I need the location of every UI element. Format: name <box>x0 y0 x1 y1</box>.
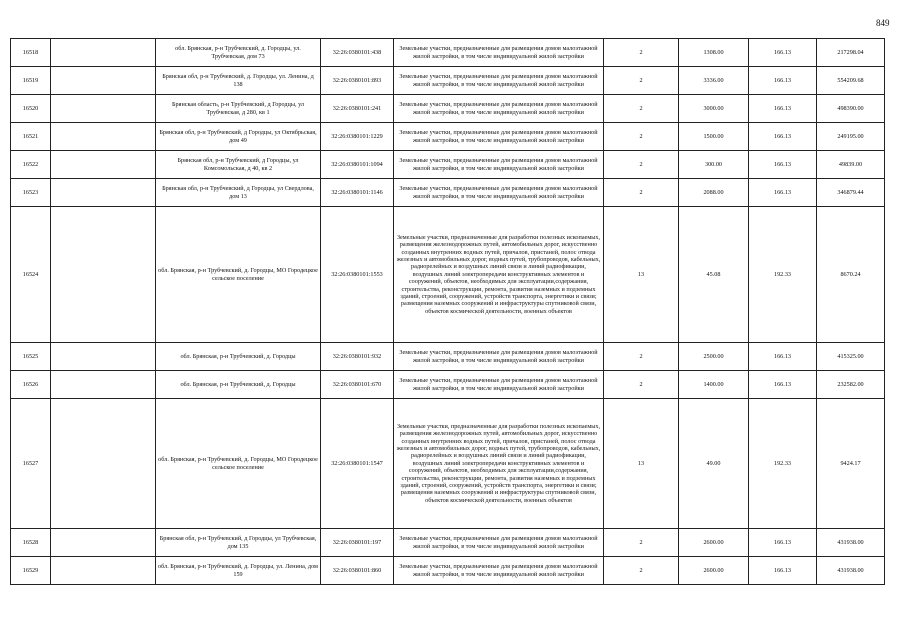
row-number-cell: 16520 <box>11 95 51 123</box>
address-cell: обл. Брянская, р-н Трубчевский, д. Городцы, ул. Трубчевская, дом 73 <box>156 39 321 67</box>
land-use-cell: Земельные участки, предназначенные для размещения домов малоэтажной жилой застройки, в том числе индивидуальной жилой застройки <box>394 151 604 179</box>
blank-cell <box>51 151 156 179</box>
blank-cell <box>51 179 156 207</box>
address-cell: обл. Брянская, р-н Трубчевский, д. Городцы, ул. Ленина, дом 159 <box>156 557 321 585</box>
table-row <box>11 67 885 95</box>
specific-value-cell: 166.13 <box>749 95 817 123</box>
area-cell: 2088.00 <box>679 179 749 207</box>
use-group-cell: 2 <box>604 179 679 207</box>
cadastral-value-cell: 249195.00 <box>817 123 885 151</box>
use-group-cell: 2 <box>604 151 679 179</box>
area-cell: 49.00 <box>679 399 749 529</box>
cadastral-value-cell: 9424.17 <box>817 399 885 529</box>
row-number-cell: 16526 <box>11 371 51 399</box>
use-group-cell: 2 <box>604 343 679 371</box>
use-group-cell: 2 <box>604 529 679 557</box>
cadastral-number-cell: 32:26:0380101:241 <box>321 95 394 123</box>
address-cell: Брянская обл, р-н Трубчевский, д Городцы, ул Трубчевская, дом 135 <box>156 529 321 557</box>
area-cell: 300.00 <box>679 151 749 179</box>
row-number-cell: 16521 <box>11 123 51 151</box>
cadastral-value-cell: 49839.00 <box>817 151 885 179</box>
table-row <box>11 151 885 179</box>
row-number-cell: 16523 <box>11 179 51 207</box>
table-row <box>11 343 885 371</box>
blank-cell <box>51 343 156 371</box>
cadastral-number-cell: 32:26:0380101:1553 <box>321 207 394 343</box>
cadastral-number-cell: 32:26:0380101:1094 <box>321 151 394 179</box>
row-number-cell: 16527 <box>11 399 51 529</box>
specific-value-cell: 166.13 <box>749 67 817 95</box>
specific-value-cell: 166.13 <box>749 123 817 151</box>
use-group-cell: 2 <box>604 371 679 399</box>
address-cell: Брянская область, р-н Трубчевский, д Городцы, ул Трубчевская, д 280, кв 1 <box>156 95 321 123</box>
use-group-cell: 13 <box>604 399 679 529</box>
land-use-cell: Земельные участки, предназначенные для размещения домов малоэтажной жилой застройки, в том числе индивидуальной жилой застройки <box>394 371 604 399</box>
use-group-cell: 2 <box>604 67 679 95</box>
cadastral-number-cell: 32:26:0380101:1146 <box>321 179 394 207</box>
row-number-cell: 16525 <box>11 343 51 371</box>
cadastral-value-cell: 498390.00 <box>817 95 885 123</box>
area-cell: 2600.00 <box>679 529 749 557</box>
use-group-cell: 2 <box>604 95 679 123</box>
specific-value-cell: 166.13 <box>749 39 817 67</box>
table-row <box>11 557 885 585</box>
address-cell: Брянская обл, р-н Трубчевский, д Городцы, ул Свердлова, дом 13 <box>156 179 321 207</box>
blank-cell <box>51 67 156 95</box>
cadastral-value-cell: 415325.00 <box>817 343 885 371</box>
cadastral-number-cell: 32:26:0380101:197 <box>321 529 394 557</box>
row-number-cell: 16524 <box>11 207 51 343</box>
land-use-cell: Земельные участки, предназначенные для размещения домов малоэтажной жилой застройки, в том числе индивидуальной жилой застройки <box>394 179 604 207</box>
address-cell: Брянская обл, р-н Трубчевский, д. Городцы, ул. Ленина, д 138 <box>156 67 321 95</box>
specific-value-cell: 192.33 <box>749 399 817 529</box>
blank-cell <box>51 399 156 529</box>
cadastral-value-cell: 554209.68 <box>817 67 885 95</box>
cadastral-value-cell: 8670.24 <box>817 207 885 343</box>
use-group-cell: 13 <box>604 207 679 343</box>
use-group-cell: 2 <box>604 123 679 151</box>
land-use-cell: Земельные участки, предназначенные для размещения домов малоэтажной жилой застройки, в том числе индивидуальной жилой застройки <box>394 67 604 95</box>
address-cell: обл. Брянская, р-н Трубчевский, д. Городцы, МО Городецкое сельское поселение <box>156 207 321 343</box>
area-cell: 2500.00 <box>679 343 749 371</box>
land-use-cell: Земельные участки, предназначенные для разработки полезных ископаемых, размещения железнодорожных путей, автомобильных дорог, искусственно созданных внутренних водных путей, причалов, пристаней, полос отвода железных и автомобильных дорог, водных путей, трубопроводов, кабельных, радиорелейных и воздушных линий связи и линий радиофикации, воздушных линий электропередачи конструктивных элементов и сооружений, объектов, необходимых для эксплуатации,содержания, строительства, реконструкции, ремонта, развития наземных и подземных зданий, строений, сооружений, устройств транспорта, энергетики и связи; размещения наземных сооружений и инфраструктуры спутниковой связи, объектов космической деятельности, военных объектов <box>394 399 604 529</box>
specific-value-cell: 166.13 <box>749 179 817 207</box>
use-group-cell: 2 <box>604 557 679 585</box>
blank-cell <box>51 39 156 67</box>
specific-value-cell: 166.13 <box>749 557 817 585</box>
cadastral-value-cell: 346879.44 <box>817 179 885 207</box>
address-cell: обл. Брянская, р-н Трубчевский, д. Городцы <box>156 343 321 371</box>
land-registry-table <box>10 38 885 585</box>
address-cell: обл. Брянская, р-н Трубчевский, д. Городцы, МО Городецкое сельское поселение <box>156 399 321 529</box>
blank-cell <box>51 529 156 557</box>
address-cell: Брянская обл, р-н Трубчевский, д Городцы, ул Комсомольская, д 40, кв 2 <box>156 151 321 179</box>
area-cell: 1500.00 <box>679 123 749 151</box>
cadastral-value-cell: 217298.04 <box>817 39 885 67</box>
blank-cell <box>51 371 156 399</box>
land-use-cell: Земельные участки, предназначенные для разработки полезных ископаемых, размещения железнодорожных путей, автомобильных дорог, искусственно созданных внутренних водных путей, причалов, пристаней, полос отвода железных и автомобильных дорог, водных путей, трубопроводов, кабельных, радиорелейных и воздушных линий связи и линий радиофикации, воздушных линий электропередачи конструктивных элементов и сооружений, объектов, необходимых для эксплуатации,содержания, строительства, реконструкции, ремонта, развития наземных и подземных зданий, строений, сооружений, устройств транспорта, энергетики и связи; размещения наземных сооружений и инфраструктуры спутниковой связи, объектов космической деятельности, военных объектов <box>394 207 604 343</box>
blank-cell <box>51 123 156 151</box>
page-number: 849 <box>876 18 890 28</box>
specific-value-cell: 166.13 <box>749 371 817 399</box>
cadastral-value-cell: 232582.00 <box>817 371 885 399</box>
table-row <box>11 39 885 67</box>
cadastral-number-cell: 32:26:0380101:670 <box>321 371 394 399</box>
specific-value-cell: 166.13 <box>749 529 817 557</box>
table-row <box>11 371 885 399</box>
row-number-cell: 16529 <box>11 557 51 585</box>
table-row <box>11 179 885 207</box>
table-row <box>11 95 885 123</box>
land-use-cell: Земельные участки, предназначенные для размещения домов малоэтажной жилой застройки, в том числе индивидуальной жилой застройки <box>394 529 604 557</box>
row-number-cell: 16519 <box>11 67 51 95</box>
area-cell: 3000.00 <box>679 95 749 123</box>
cadastral-number-cell: 32:26:0380101:438 <box>321 39 394 67</box>
table-row <box>11 207 885 343</box>
use-group-cell: 2 <box>604 39 679 67</box>
row-number-cell: 16518 <box>11 39 51 67</box>
land-use-cell: Земельные участки, предназначенные для размещения домов малоэтажной жилой застройки, в том числе индивидуальной жилой застройки <box>394 343 604 371</box>
table-row <box>11 399 885 529</box>
cadastral-value-cell: 431938.00 <box>817 557 885 585</box>
cadastral-number-cell: 32:26:0380101:932 <box>321 343 394 371</box>
cadastral-number-cell: 32:26:0380101:1229 <box>321 123 394 151</box>
land-use-cell: Земельные участки, предназначенные для размещения домов малоэтажной жилой застройки, в том числе индивидуальной жилой застройки <box>394 557 604 585</box>
table-row <box>11 123 885 151</box>
land-use-cell: Земельные участки, предназначенные для размещения домов малоэтажной жилой застройки, в том числе индивидуальной жилой застройки <box>394 95 604 123</box>
table-row <box>11 529 885 557</box>
cadastral-value-cell: 431938.00 <box>817 529 885 557</box>
specific-value-cell: 192.33 <box>749 207 817 343</box>
blank-cell <box>51 95 156 123</box>
area-cell: 2600.00 <box>679 557 749 585</box>
area-cell: 1308.00 <box>679 39 749 67</box>
specific-value-cell: 166.13 <box>749 343 817 371</box>
row-number-cell: 16522 <box>11 151 51 179</box>
blank-cell <box>51 207 156 343</box>
blank-cell <box>51 557 156 585</box>
land-use-cell: Земельные участки, предназначенные для размещения домов малоэтажной жилой застройки, в том числе индивидуальной жилой застройки <box>394 39 604 67</box>
cadastral-number-cell: 32:26:0380101:1547 <box>321 399 394 529</box>
address-cell: обл. Брянская, р-н Трубчевский, д. Городцы <box>156 371 321 399</box>
cadastral-number-cell: 32:26:0380101:893 <box>321 67 394 95</box>
cadastral-number-cell: 32:26:0380101:860 <box>321 557 394 585</box>
row-number-cell: 16528 <box>11 529 51 557</box>
area-cell: 1400.00 <box>679 371 749 399</box>
land-use-cell: Земельные участки, предназначенные для размещения домов малоэтажной жилой застройки, в том числе индивидуальной жилой застройки <box>394 123 604 151</box>
address-cell: Брянская обл, р-н Трубчевский, д Городцы, ул Октябрьская, дом 49 <box>156 123 321 151</box>
specific-value-cell: 166.13 <box>749 151 817 179</box>
area-cell: 45.08 <box>679 207 749 343</box>
area-cell: 3336.00 <box>679 67 749 95</box>
